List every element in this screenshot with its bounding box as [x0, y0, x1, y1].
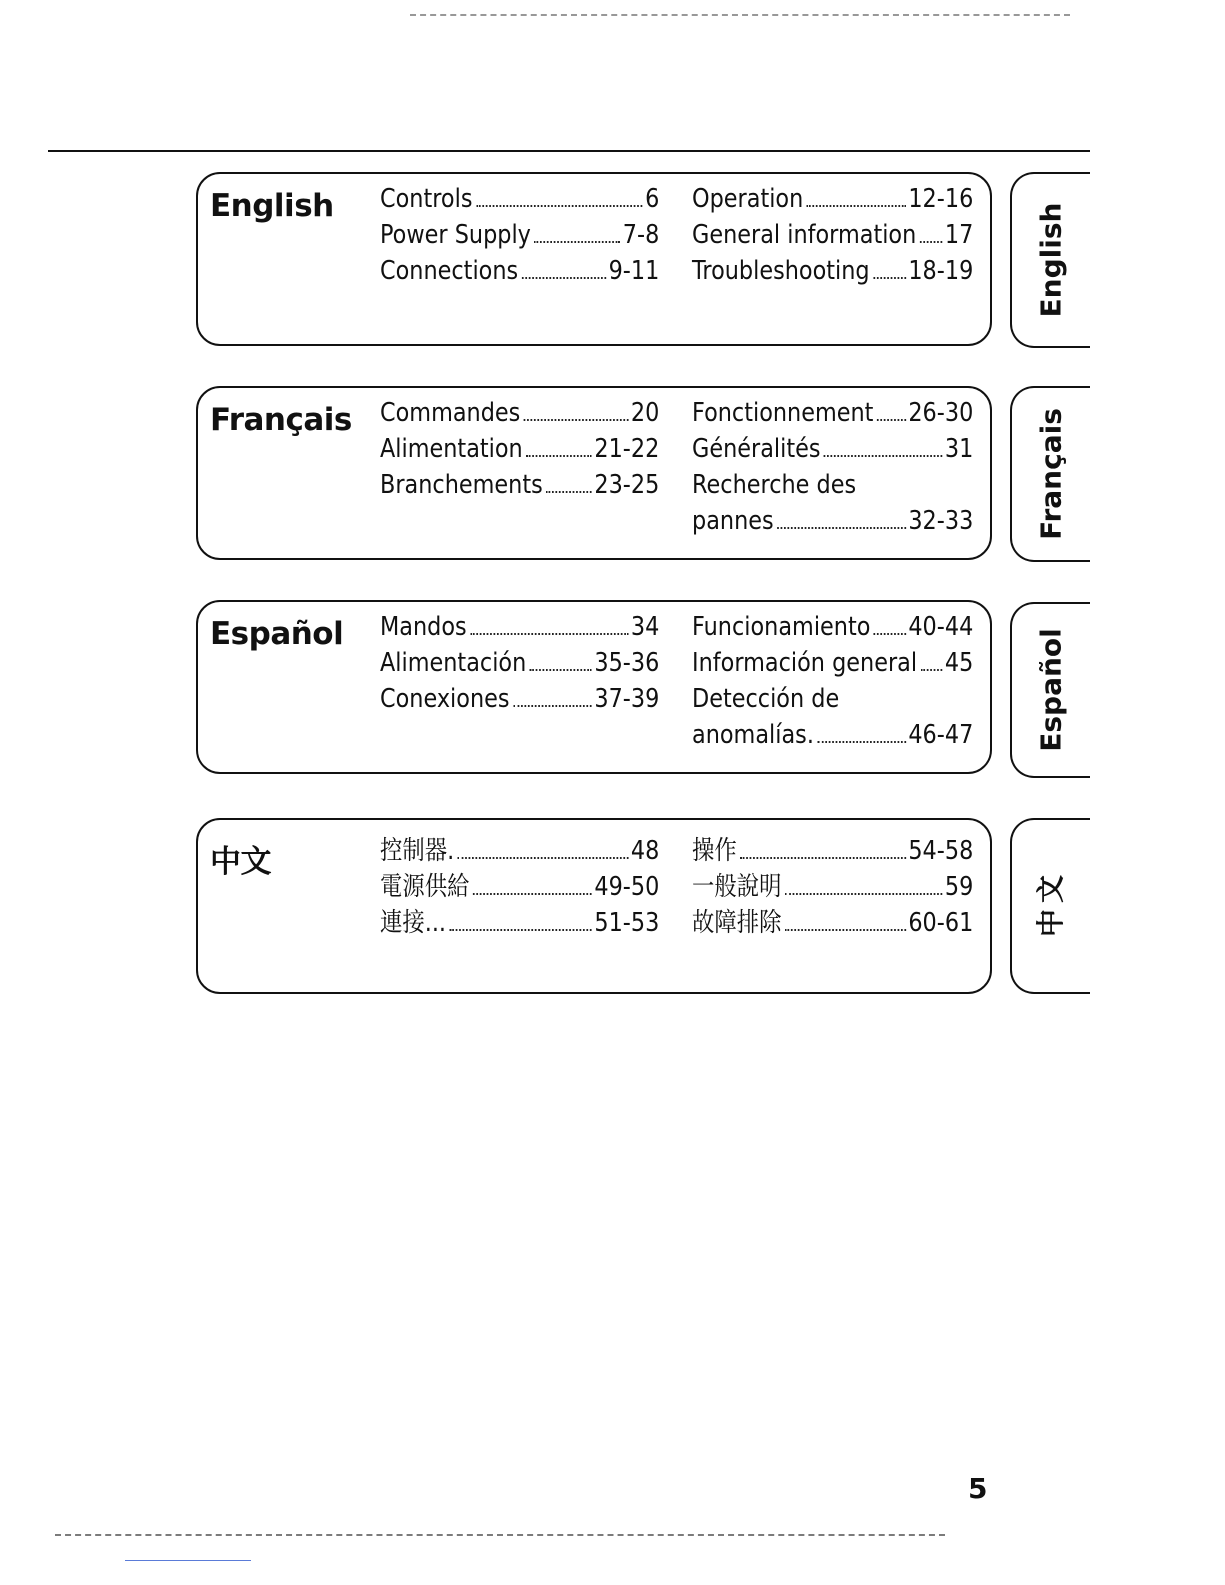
tab-char: 文	[1034, 874, 1067, 904]
tab-label	[1034, 872, 1067, 940]
section-francais	[196, 386, 992, 560]
toc-entry[interactable]: 連接... 51-53	[380, 908, 660, 938]
toc-entry[interactable]: Alimentación 35-36	[380, 648, 660, 678]
toc-entry[interactable]: Commandes 20	[380, 398, 660, 428]
tab-espanol[interactable]	[1010, 602, 1090, 778]
toc-entry[interactable]: 電源供給 49-50	[380, 872, 660, 902]
section-espanol	[196, 600, 992, 774]
page-number: 5	[968, 1472, 988, 1505]
toc-entry[interactable]: Operation 12-16	[692, 184, 974, 214]
toc-entry[interactable]: Power Supply 7-8	[380, 220, 660, 250]
toc-entry[interactable]: General information 17	[692, 220, 974, 250]
toc-entry[interactable]: Connections 9-11	[380, 256, 660, 286]
toc-entry[interactable]: Troubleshooting 18-19	[692, 256, 974, 286]
tab-label: Français	[1034, 408, 1068, 540]
section-chinese	[196, 818, 992, 994]
toc-entry[interactable]: Información general 45	[692, 648, 974, 678]
toc-entry[interactable]: 故障排除 60-61	[692, 908, 974, 938]
toc-entry[interactable]: Branchements 23-25	[380, 470, 660, 500]
toc-entry[interactable]: pannes 32-33	[692, 506, 974, 536]
tab-char: 中	[1034, 908, 1067, 938]
toc-entry[interactable]: anomalías. 46-47	[692, 720, 974, 750]
section-english	[196, 172, 992, 346]
toc-entry[interactable]: Généralités 31	[692, 434, 974, 464]
header-rule	[48, 150, 1090, 152]
scan-artifact-blue-line	[125, 1560, 251, 1561]
toc-entry[interactable]: Conexiones 37-39	[380, 684, 660, 714]
toc-entry[interactable]: Alimentation 21-22	[380, 434, 660, 464]
tab-label: English	[1034, 202, 1068, 318]
toc-column-right	[692, 830, 974, 938]
tab-label: Español	[1034, 628, 1068, 752]
toc-column-left	[380, 830, 660, 938]
toc-column-left	[380, 612, 660, 720]
scan-artifact-top	[410, 14, 1070, 22]
toc-entry[interactable]: 操作 54-58	[692, 836, 974, 866]
toc-entry[interactable]: Mandos 34	[380, 612, 660, 642]
toc-entry[interactable]: Controls 6	[380, 184, 660, 214]
toc-entry[interactable]: 一般說明 59	[692, 872, 974, 902]
tab-chinese[interactable]	[1010, 818, 1090, 994]
tab-english[interactable]	[1010, 172, 1090, 348]
toc-column-left	[380, 184, 660, 292]
section-title: 中文	[210, 844, 271, 880]
toc-entry[interactable]: Funcionamiento 40-44	[692, 612, 974, 642]
toc-entry[interactable]: Detección de	[692, 684, 840, 714]
toc-column-right	[692, 184, 974, 292]
section-title: English	[210, 188, 334, 224]
section-title: Français	[210, 402, 352, 438]
tab-francais[interactable]	[1010, 386, 1090, 562]
toc-column-right	[692, 612, 974, 756]
toc-entry[interactable]: 控制器. 48	[380, 836, 660, 866]
toc-entry[interactable]: Recherche des	[692, 470, 857, 500]
toc-column-left	[380, 398, 660, 506]
toc-column-right	[692, 398, 974, 542]
section-title: Español	[210, 616, 344, 652]
scan-artifact-bottom	[55, 1534, 945, 1536]
toc-entry[interactable]: Fonctionnement 26-30	[692, 398, 974, 428]
